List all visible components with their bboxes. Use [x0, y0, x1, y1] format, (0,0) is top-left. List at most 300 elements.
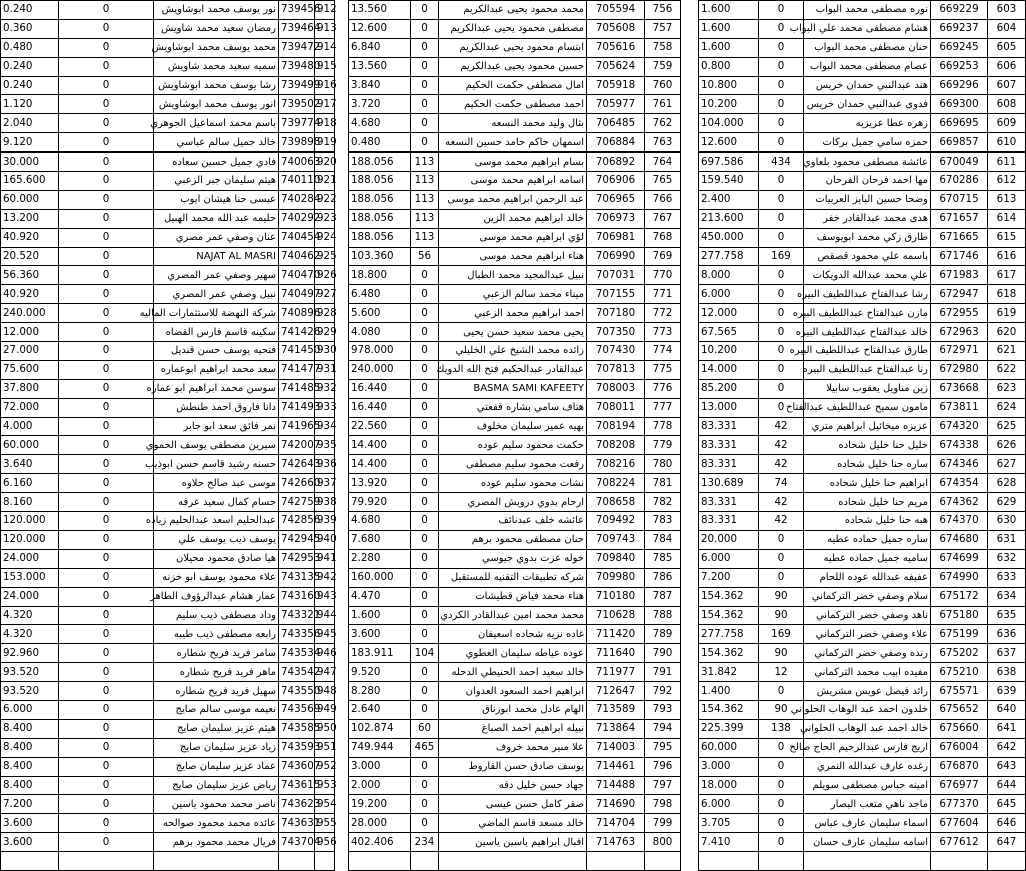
shares-value-cell: 14.400 [349, 455, 411, 474]
share-count-cell: 0 [411, 133, 439, 152]
serial-number-cell: 757 [645, 19, 681, 38]
holder-code-cell: 740284 [279, 190, 315, 209]
serial-number-cell: 778 [645, 417, 681, 436]
holder-code-cell: 707031 [587, 266, 645, 285]
share-count-cell: 42 [759, 512, 804, 531]
shares-value-cell: 83.331 [699, 512, 759, 531]
table-row [349, 285, 681, 304]
share-count-cell: 0 [59, 19, 154, 38]
table-row [1, 114, 335, 133]
table-row [699, 360, 1026, 379]
serial-number-cell [645, 852, 681, 871]
shares-value-cell: 60.000 [1, 436, 59, 455]
share-count-cell: 42 [759, 417, 804, 436]
table-row [699, 1, 1026, 20]
holder-name-cell: سلام وصفي خضر التركماني [804, 587, 931, 606]
shares-value-cell: 213.600 [699, 209, 759, 228]
share-count-cell: 0 [411, 95, 439, 114]
share-count-cell: 0 [759, 228, 804, 247]
shares-value-cell: 8.000 [699, 266, 759, 285]
holder-code-cell: 675571 [931, 682, 988, 701]
serial-number-cell: 797 [645, 776, 681, 795]
holder-name-cell: نبيل عبدالمجيد محمد الطبال [439, 266, 587, 285]
holder-code-cell: 674362 [931, 493, 988, 512]
serial-number-cell: 777 [645, 398, 681, 417]
holder-name-cell: رياض عزيز سليمان صايج [154, 776, 279, 795]
holder-name-cell: سيرين مصطفى يوسف الحموي [154, 436, 279, 455]
shares-value-cell: 1.600 [699, 1, 759, 20]
serial-number-cell: 637 [988, 644, 1026, 663]
holder-name-cell: شركه تطبيقات التقنيه للمستقبل [439, 568, 587, 587]
holder-name-cell: جهاد حسن خليل دقه [439, 776, 587, 795]
holder-name-cell: احمد مصطفى حكمت الحكيم [439, 95, 587, 114]
holder-code-cell: 741485 [279, 379, 315, 398]
holder-code-cell: 674320 [931, 417, 988, 436]
holder-name-cell: مازن عبدالفتاح عبداللطيف البيره [804, 304, 931, 323]
serial-number-cell: 643 [988, 757, 1026, 776]
table-row [349, 757, 681, 776]
share-count-cell: 0 [759, 833, 804, 852]
table-row [349, 398, 681, 417]
share-count-cell: 0 [59, 133, 154, 152]
shares-value-cell: 18.000 [699, 776, 759, 795]
holder-name-cell: ابتسام محمود يحيى عبدالكريم [439, 38, 587, 57]
shares-value-cell: 1.120 [1, 95, 59, 114]
holder-code-cell: 675172 [931, 587, 988, 606]
shares-value-cell: 0.480 [1, 38, 59, 57]
shares-value-cell: 1.600 [699, 19, 759, 38]
holder-name-cell: عبد الرحمن ابراهيم محمد موسى [439, 190, 587, 209]
holder-name-cell: عائده محمد محمود صوالحه [154, 814, 279, 833]
holder-code-cell: 743569 [279, 700, 315, 719]
shares-value-cell: 60.000 [699, 738, 759, 757]
shares-value-cell: 104.000 [699, 114, 759, 133]
share-count-cell: 0 [59, 455, 154, 474]
share-count-cell: 434 [759, 152, 804, 171]
holder-code-cell: 669300 [931, 95, 988, 114]
table-row [349, 587, 681, 606]
table-row [1, 644, 335, 663]
holder-code-cell: 714690 [587, 795, 645, 814]
holder-name-cell: ناصر محمد محمود ياسين [154, 795, 279, 814]
share-count-cell: 0 [759, 682, 804, 701]
shares-value-cell: 188.056 [349, 228, 411, 247]
shares-value-cell: 24.000 [1, 587, 59, 606]
table-row [699, 549, 1026, 568]
share-count-cell: 104 [411, 644, 439, 663]
serial-number-cell: 609 [988, 114, 1026, 133]
serial-number-cell: 936 [315, 455, 335, 474]
table-row [349, 682, 681, 701]
shares-value-cell: 3.000 [349, 757, 411, 776]
holder-name-cell: الهام عادل محمد ابوزناق [439, 700, 587, 719]
share-count-cell: 113 [411, 152, 439, 171]
holder-name-cell: زين مناويل يعقوب سابيلا [804, 379, 931, 398]
shares-value-cell: 450.000 [699, 228, 759, 247]
table-row [349, 700, 681, 719]
holder-name-cell: هدى محمد عبدالقادر خفر [804, 209, 931, 228]
table-row [699, 285, 1026, 304]
serial-number-cell: 626 [988, 436, 1026, 455]
table-row [699, 57, 1026, 76]
holder-code-cell: 743623 [279, 795, 315, 814]
shares-value-cell: 6.160 [1, 474, 59, 493]
holder-code-cell: 673811 [931, 398, 988, 417]
serial-number-cell: 947 [315, 663, 335, 682]
holder-code-cell: 706990 [587, 247, 645, 266]
table-row [1, 152, 335, 171]
share-count-cell: 0 [59, 398, 154, 417]
table-row [349, 247, 681, 266]
share-count-cell: 12 [759, 663, 804, 682]
table-row [1, 530, 335, 549]
holder-code-cell: 743593 [279, 738, 315, 757]
table-row [699, 530, 1026, 549]
shares-value-cell: 13.560 [349, 1, 411, 20]
holder-code-cell: 741477 [279, 360, 315, 379]
table-row [349, 95, 681, 114]
shares-value-cell: 79.920 [349, 493, 411, 512]
holder-code-cell: 706892 [587, 152, 645, 171]
shares-value-cell: 9.520 [349, 663, 411, 682]
share-count-cell: 0 [59, 323, 154, 342]
table-row [699, 814, 1026, 833]
share-count-cell: 0 [759, 285, 804, 304]
share-count-cell: 74 [759, 474, 804, 493]
holder-name-cell: سهير وصفي عمر المصري [154, 266, 279, 285]
table-row [1, 549, 335, 568]
serial-number-cell: 605 [988, 38, 1026, 57]
shares-value-cell: 13.560 [349, 57, 411, 76]
share-count-cell: 169 [759, 247, 804, 266]
serial-number-cell: 800 [645, 833, 681, 852]
share-count-cell: 0 [59, 379, 154, 398]
serial-number-cell: 762 [645, 114, 681, 133]
share-count-cell: 0 [59, 833, 154, 852]
share-count-cell: 0 [759, 360, 804, 379]
holder-code-cell: 739472 [279, 38, 315, 57]
shares-value-cell: 4.320 [1, 606, 59, 625]
table-row [699, 568, 1026, 587]
share-count-cell: 0 [59, 114, 154, 133]
share-count-cell: 0 [59, 247, 154, 266]
table-row [349, 379, 681, 398]
serial-number-cell: 636 [988, 625, 1026, 644]
holder-code-cell: 742660 [279, 474, 315, 493]
holder-code-cell: 708224 [587, 474, 645, 493]
serial-number-cell: 604 [988, 19, 1026, 38]
holder-name-cell: خالد ابراهيم محمد الزين [439, 209, 587, 228]
shares-value-cell: 0.800 [699, 57, 759, 76]
table-row [349, 776, 681, 795]
holder-name-cell: عبدالحليم اسعد عبدالحليم زياده [154, 512, 279, 531]
table-row [349, 228, 681, 247]
serial-number-cell: 644 [988, 776, 1026, 795]
shares-value-cell: 20.520 [1, 247, 59, 266]
holder-code-cell: 708011 [587, 398, 645, 417]
table-row [1, 757, 335, 776]
serial-number-cell: 935 [315, 436, 335, 455]
holder-name-cell: نشات محمود سليم عوده [439, 474, 587, 493]
holder-code-cell: 670049 [931, 152, 988, 171]
serial-number-cell: 953 [315, 776, 335, 795]
shares-value-cell: 13.000 [699, 398, 759, 417]
share-count-cell: 0 [59, 474, 154, 493]
holder-code-cell: 669253 [931, 57, 988, 76]
holder-code-cell: 674338 [931, 436, 988, 455]
holder-code-cell: 669857 [931, 133, 988, 152]
holder-name-cell [439, 852, 587, 871]
holder-name-cell: سهيل فريد فريح شطاره [154, 682, 279, 701]
shares-value-cell: 6.480 [349, 285, 411, 304]
share-count-cell: 169 [759, 625, 804, 644]
table-row [699, 114, 1026, 133]
holder-code-cell: 706884 [587, 133, 645, 152]
shares-value-cell: 8.280 [349, 682, 411, 701]
holder-code-cell: 674990 [931, 568, 988, 587]
table-row [699, 833, 1026, 852]
shares-value-cell: 92.960 [1, 644, 59, 663]
shares-value-cell: 2.280 [349, 549, 411, 568]
table-row [699, 95, 1026, 114]
table-row [349, 304, 681, 323]
share-count-cell: 0 [759, 38, 804, 57]
holder-code-cell: 742759 [279, 493, 315, 512]
share-count-cell: 0 [411, 38, 439, 57]
share-count-cell: 0 [59, 587, 154, 606]
table-row [1, 304, 335, 323]
serial-number-cell: 934 [315, 417, 335, 436]
share-count-cell: 0 [411, 776, 439, 795]
serial-number-cell: 765 [645, 172, 681, 191]
share-count-cell: 0 [411, 304, 439, 323]
table-row [349, 530, 681, 549]
table-row [1, 606, 335, 625]
table-row [349, 57, 681, 76]
serial-number-cell: 610 [988, 133, 1026, 152]
table-row [1, 398, 335, 417]
serial-number-cell: 925 [315, 247, 335, 266]
share-count-cell: 0 [59, 172, 154, 191]
table-row [349, 455, 681, 474]
table-row [1, 776, 335, 795]
share-count-cell: 0 [59, 57, 154, 76]
table-row [1, 228, 335, 247]
table-row [699, 776, 1026, 795]
holder-code-cell: 669237 [931, 19, 988, 38]
table-row [349, 852, 681, 871]
shares-value-cell [699, 852, 759, 871]
holder-name-cell: محمد يوسف محمد ابوشاويش [154, 38, 279, 57]
holder-name-cell: رابعه مصطفى ذيب طيبه [154, 625, 279, 644]
serial-number-cell: 951 [315, 738, 335, 757]
holder-name-cell: حسام كمال سعيد عرفه [154, 493, 279, 512]
table-row [699, 19, 1026, 38]
holder-name-cell: خلدون احمد عبد الوهاب الحلواني [804, 700, 931, 719]
shares-value-cell: 7.680 [349, 530, 411, 549]
share-count-cell: 0 [411, 795, 439, 814]
table-row [349, 323, 681, 342]
serial-number-cell: 606 [988, 57, 1026, 76]
table-row [699, 417, 1026, 436]
holder-code-cell: 742643 [279, 455, 315, 474]
holder-code-cell: 741426 [279, 323, 315, 342]
table-row [1, 512, 335, 531]
shares-value-cell: 4.470 [349, 587, 411, 606]
share-count-cell: 0 [59, 493, 154, 512]
table-row [699, 304, 1026, 323]
table-row [699, 266, 1026, 285]
shares-value-cell: 30.000 [1, 152, 59, 171]
shares-value-cell: 697.586 [699, 152, 759, 171]
holder-name-cell: بثال وليد محمد النسعه [439, 114, 587, 133]
table-row [699, 133, 1026, 152]
holder-code-cell [587, 852, 645, 871]
serial-number-cell: 780 [645, 455, 681, 474]
share-count-cell: 0 [59, 266, 154, 285]
holder-code-cell: 708216 [587, 455, 645, 474]
shares-value-cell: 6.000 [699, 549, 759, 568]
holder-name-cell: باسم محمد اسماعيل الجوهري [154, 114, 279, 133]
serial-number-cell: 796 [645, 757, 681, 776]
holder-name-cell: زائده محمد الشيخ علي الخليلي [439, 342, 587, 361]
serial-number-cell: 761 [645, 95, 681, 114]
holder-name-cell: هبه حنا خليل شحاده [804, 512, 931, 531]
holder-code-cell: 708003 [587, 379, 645, 398]
holder-name-cell: خالد سعيد احمد الحنيطي الدحله [439, 663, 587, 682]
holder-name-cell: حنان مصطفى محمد البواب [804, 38, 931, 57]
holder-code-cell: 740497 [279, 285, 315, 304]
holder-code-cell: 743356 [279, 625, 315, 644]
holder-name-cell: باسمه علي محمود قصقص [804, 247, 931, 266]
holder-code-cell: 714763 [587, 833, 645, 852]
table-row [699, 474, 1026, 493]
share-count-cell: 0 [59, 682, 154, 701]
share-count-cell: 0 [59, 38, 154, 57]
holder-code-cell: 671983 [931, 266, 988, 285]
serial-number-cell: 792 [645, 682, 681, 701]
share-count-cell: 0 [759, 549, 804, 568]
holder-name-cell: هيثم عزيز سليمان صايج [154, 719, 279, 738]
shares-value-cell: 1.600 [349, 606, 411, 625]
share-count-cell: 0 [411, 417, 439, 436]
holder-code-cell: 739774 [279, 114, 315, 133]
shares-value-cell: 6.000 [699, 285, 759, 304]
serial-number-cell: 775 [645, 360, 681, 379]
share-count-cell: 0 [759, 814, 804, 833]
holder-code-cell: 676870 [931, 757, 988, 776]
share-count-cell: 0 [411, 700, 439, 719]
share-count-cell: 0 [59, 738, 154, 757]
shares-value-cell: 12.000 [699, 304, 759, 323]
holder-code-cell: 742953 [279, 549, 315, 568]
holder-name-cell: بهيه عمير سليمان مخلوف [439, 417, 587, 436]
holder-name-cell: نور يوسف محمد ابوشاويش [154, 1, 279, 20]
holder-name-cell: عمار هشام عبدالرؤوف الطاهر [154, 587, 279, 606]
holder-name-cell: هند عبدالنبي حمدان خريس [804, 76, 931, 95]
holder-name-cell: ابراهيم حنا خليل شحاده [804, 474, 931, 493]
holder-code-cell: 709840 [587, 549, 645, 568]
holder-code-cell: 675210 [931, 663, 988, 682]
serial-number-cell: 799 [645, 814, 681, 833]
serial-number-cell: 621 [988, 342, 1026, 361]
holder-code-cell [279, 852, 315, 871]
holder-name-cell: خالد جميل سالم عباسي [154, 133, 279, 152]
shares-value-cell: 130.689 [699, 474, 759, 493]
serial-number-cell: 773 [645, 323, 681, 342]
serial-number-cell: 764 [645, 152, 681, 171]
serial-number-cell: 618 [988, 285, 1026, 304]
shares-value-cell: 277.758 [699, 247, 759, 266]
holder-name-cell: اسامه سليمان عارف حسان [804, 833, 931, 852]
serial-number-cell: 628 [988, 474, 1026, 493]
holder-code-cell: 671665 [931, 228, 988, 247]
shares-value-cell: 40.920 [1, 228, 59, 247]
holder-code-cell: 739456 [279, 1, 315, 20]
share-count-cell: 113 [411, 228, 439, 247]
serial-number-cell: 926 [315, 266, 335, 285]
serial-number-cell: 955 [315, 814, 335, 833]
table-row [1, 436, 335, 455]
holder-name-cell: رغده عارف عبدالله النمري [804, 757, 931, 776]
shares-value-cell: 978.000 [349, 342, 411, 361]
shares-value-cell: 20.000 [699, 530, 759, 549]
serial-number-cell: 768 [645, 228, 681, 247]
shares-value-cell: 1.600 [699, 38, 759, 57]
holder-code-cell: 713589 [587, 700, 645, 719]
table-row [349, 625, 681, 644]
holder-name-cell: عائشه خلف عبدنائف [439, 512, 587, 531]
shares-value-cell: 188.056 [349, 190, 411, 209]
holder-name-cell: ميناء محمد سالم الزعبي [439, 285, 587, 304]
holder-code-cell: 743534 [279, 644, 315, 663]
holder-name-cell: بسام ابراهيم محمد موسى [439, 152, 587, 171]
table-row [699, 682, 1026, 701]
holder-name-cell: وضحا حسين البايز العربيات [804, 190, 931, 209]
shares-value-cell: 165.600 [1, 172, 59, 191]
shares-value-cell: 0.480 [349, 133, 411, 152]
serial-number-cell: 608 [988, 95, 1026, 114]
serial-number-cell: 630 [988, 512, 1026, 531]
holder-code-cell: 669229 [931, 1, 988, 20]
table-row [349, 606, 681, 625]
holder-name-cell: رائد فيصل عويس مشريش [804, 682, 931, 701]
holder-code-cell: 740454 [279, 228, 315, 247]
shares-value-cell: 3.000 [699, 757, 759, 776]
holder-name-cell: خالد مسعد قاسم الماضي [439, 814, 587, 833]
shares-value-cell: 0.240 [1, 57, 59, 76]
shares-value-cell: 9.120 [1, 133, 59, 152]
share-count-cell: 0 [759, 795, 804, 814]
shareholder-table [698, 0, 1026, 871]
serial-number-cell: 603 [988, 1, 1026, 20]
shares-value-cell: 4.320 [1, 625, 59, 644]
share-count-cell: 0 [59, 568, 154, 587]
shares-value-cell: 4.000 [1, 417, 59, 436]
share-count-cell: 60 [411, 719, 439, 738]
table-row [699, 398, 1026, 417]
holder-name-cell: امال مصطفى حكمت الحكيم [439, 76, 587, 95]
share-count-cell: 0 [59, 814, 154, 833]
shares-value-cell: 3.600 [1, 814, 59, 833]
serial-number-cell: 779 [645, 436, 681, 455]
holder-name-cell: صقر كامل حسن عيسى [439, 795, 587, 814]
holder-code-cell: 676004 [931, 738, 988, 757]
shares-value-cell: 83.331 [699, 436, 759, 455]
shares-value-cell: 37.800 [1, 379, 59, 398]
serial-number-cell: 937 [315, 474, 335, 493]
holder-name-cell: ساره حنا خليل شحاده [804, 455, 931, 474]
